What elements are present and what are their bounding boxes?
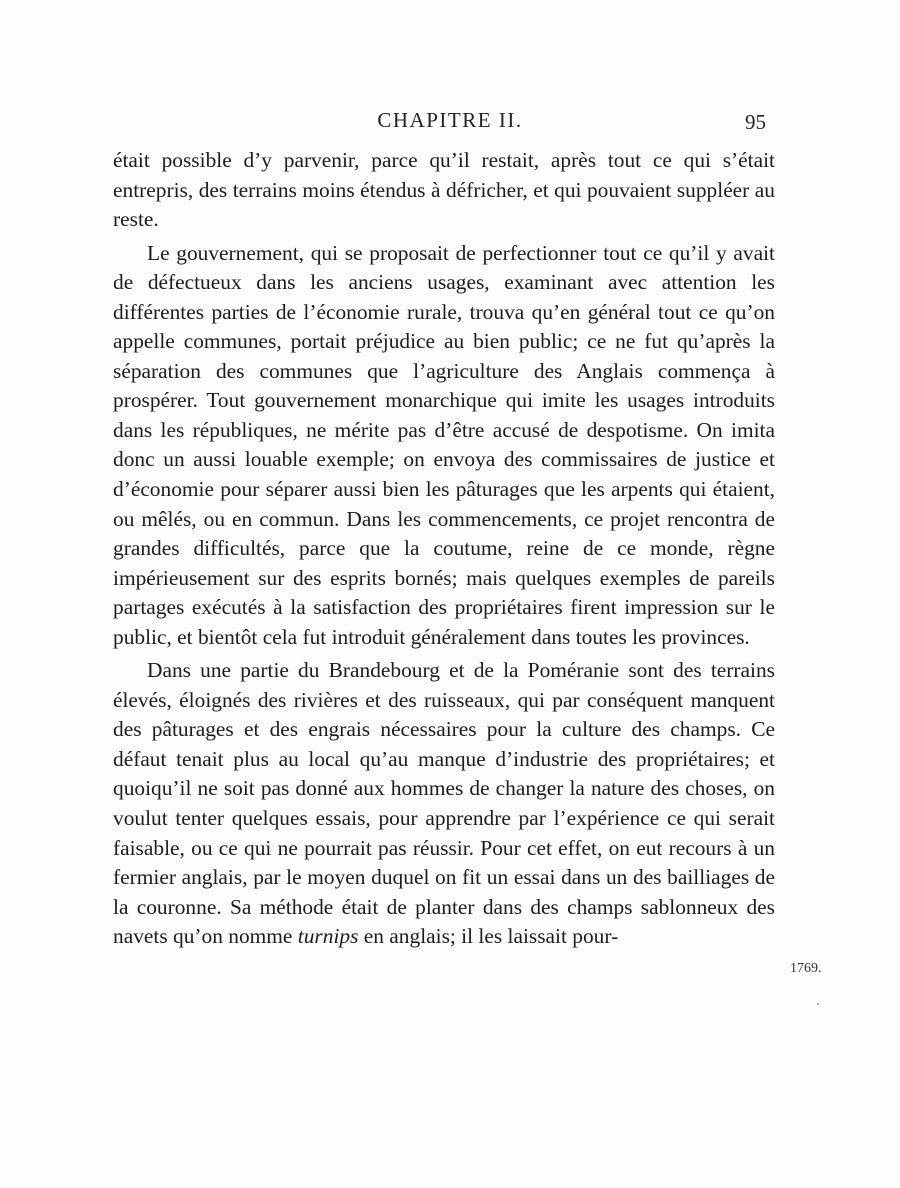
margin-dot xyxy=(817,1003,819,1005)
paragraph-brandebourg xyxy=(113,656,775,951)
page-number: 95 xyxy=(745,110,766,134)
paragraph-continuation: était possible d’y parvenir, parce qu’il restait, après tout ce qui s’était entrepris, des terrains moins étendus à défricher, et qui pouvaient suppléer au reste. xyxy=(113,148,775,232)
body-text xyxy=(113,146,775,952)
chapter-title: CHAPITRE II. xyxy=(377,108,523,132)
margin-date-note: 1769. xyxy=(790,961,822,976)
paragraph-gouvernement: Le gouvernement, qui se proposait de perfectionner tout ce qu’il y avait de défectueux dans les anciens usages, examinant avec attention les différentes parties de l’économie rurale, trouva qu’en général tout ce qu’on appelle communes, portait préjudice au bien public; ce ne fut qu’après la séparation des communes que l’agriculture des Anglais commença à prospérer. Tout gouvernement monarchique qui imite les usages introduits dans les républiques, ne mérite pas d’être accusé de despotisme. On imita donc un aussi louable exemple; on envoya des commissaires de justice et d’économie pour séparer aussi bien les pâturages que les arpents qui étaient, ou mêlés, ou en commun. Dans les commencements, ce projet rencontra de grandes difficultés, parce que la coutume, reine de ce monde, règne impérieusement sur des esprits bornés; mais quelques exemples de pareils partages exécutés à la satisfaction des propriétaires firent impression sur le public, et bientôt cela fut introduit généralement dans toutes les provinces. xyxy=(113,240,775,649)
paragraph-brandebourg-tail: en anglais; il les laissait pour- xyxy=(363,924,619,949)
italic-term: turnips xyxy=(297,924,359,949)
paragraph-brandebourg-text: Dans une partie du Brandebourg et de la Poméranie sont des terrains élevés, éloignés des rivières et des ruisseaux, qui par conséquent manquent des pâturages et des engrais nécessaires pour la culture des champs. Ce défaut tenait plus au local qu’au manque d’industrie des propriétaires; et quoiqu’il ne soit pas donné aux hommes de changer la nature des choses, on voulut tenter quelques essais, pour apprendre par l’expérience ce qui serait faisable, ou ce qui ne pourrait pas réussir. Pour cet effet, on eut recours à un fermier anglais, par le moyen duquel on fit un essai dans un des bailliages de la couronne. Sa méthode était de planter dans des champs sablonneux des navets qu’on nomme xyxy=(113,658,775,949)
